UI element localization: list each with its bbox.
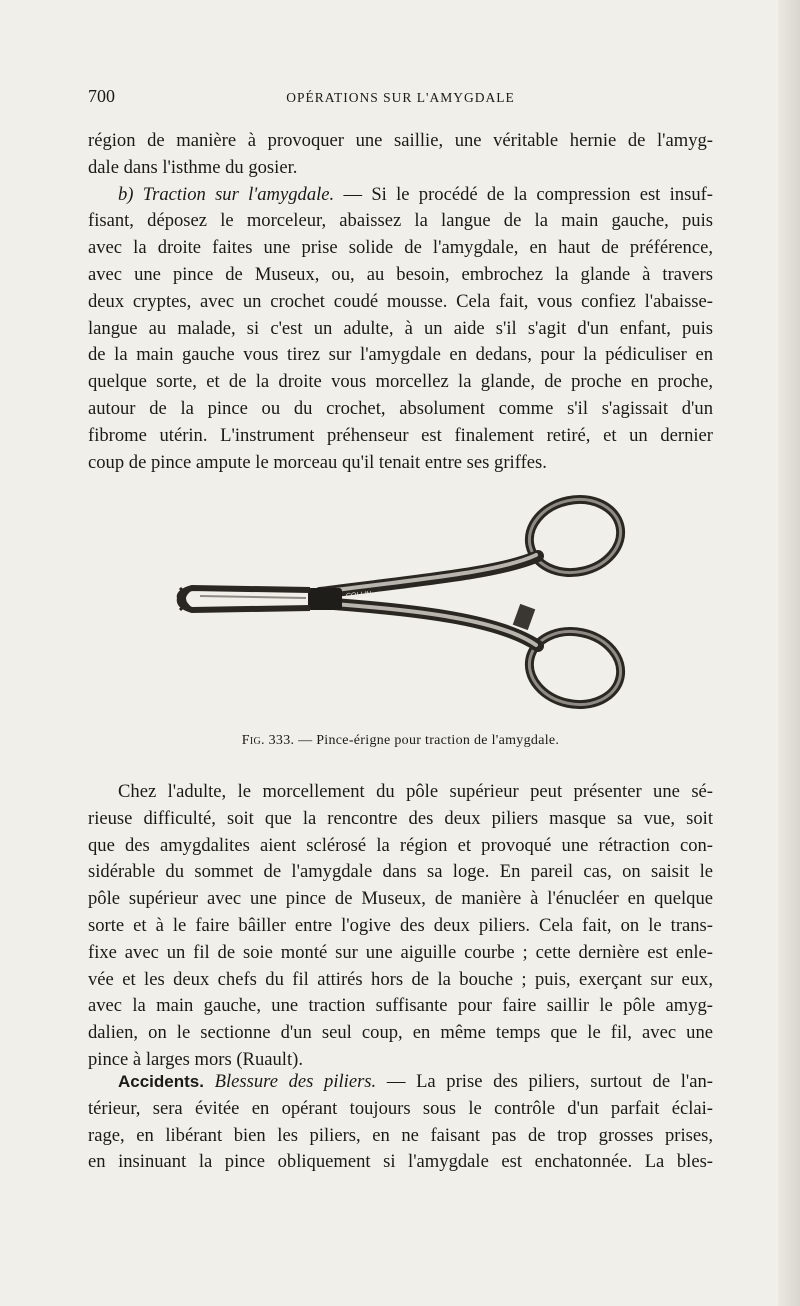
text-run: — Si le procédé de la compression est insuf-	[334, 183, 713, 205]
section-heading-bold: Accidents.	[118, 1072, 204, 1091]
text-line: fixe avec un fil de soie monté sur une aiguille courbe ; cette dernière est enle-	[88, 941, 713, 963]
paragraph-first-line	[88, 1069, 713, 1096]
text-line: coup de pince ampute le morceau qu'il tenait entre ses griffes.	[88, 451, 547, 473]
text-line: pôle supérieur avec une pince de Museux, de manière à l'énucléer en quelque	[88, 888, 713, 910]
text-line: quelque sorte, et de la droite vous morcellez la glande, de proche en proche,	[88, 371, 713, 393]
figure-number: Fig. 333.	[241, 733, 295, 748]
text-line: en insinuant la pince obliquement si l'amygdale est enchatonnée. La bles-	[88, 1151, 713, 1173]
forceps-illustration	[170, 488, 640, 720]
text-block-bottom	[88, 1069, 713, 1176]
text-line: avec la droite faites une prise solide de l'amygdale, en haut de préférence,	[88, 237, 713, 259]
text-line: dale dans l'isthme du gosier.	[88, 156, 298, 178]
text-line: Chez l'adulte, le morcellement du pôle supérieur peut présenter une sé-	[118, 781, 713, 802]
text-line: que des amygdalites aient sclérosé la région et provoqué une rétraction con-	[88, 834, 713, 856]
caption-text: — Pince-érigne pour traction de l'amygdale.	[294, 733, 560, 748]
subheading: Blessure des piliers.	[214, 1071, 377, 1092]
text-line: sorte et à le faire bâiller entre l'ogive des deux piliers. Cela fait, on le trans-	[88, 914, 713, 936]
text-line: autour de la pince ou du crochet, absolument comme s'il s'agissait d'un	[88, 397, 713, 419]
text-line: térieur, sera évitée en opérant toujours sous le contrôle d'un parfait éclai-	[88, 1097, 713, 1119]
text-line: vée et les deux chefs du fil attirés hors de la bouche ; puis, exerçant sur eux,	[88, 968, 713, 990]
text-line: de la main gauche vous tirez sur l'amygdale en dedans, pour la pédiculiser en	[88, 344, 713, 366]
engraved-maker-mark: COLLIN	[345, 590, 372, 600]
text-line: avec la main gauche, une traction suffisante pour faire saillir le pôle amyg-	[88, 995, 713, 1017]
figure-caption	[88, 733, 713, 749]
text-line: langue au malade, si c'est un adulte, à un aide s'il s'agit d'un enfant, puis	[88, 317, 713, 339]
text-run: — La prise des piliers, surtout de l'an-	[376, 1071, 713, 1092]
page-edge-shadow	[778, 0, 800, 1306]
page-number: 700	[88, 86, 115, 106]
section-heading: Traction sur l'amygdale.	[142, 183, 335, 205]
text-line: pince à larges mors (Ruault).	[88, 1048, 303, 1070]
text-line: région de manière à provoquer une saillie, une véritable hernie de l'amyg-	[88, 130, 713, 151]
text-line: deux cryptes, avec un crochet coudé mousse. Cela fait, vous confiez l'abaisse-	[88, 290, 713, 312]
running-title: OPÉRATIONS SUR L'AMYGDALE	[286, 90, 515, 105]
text-block-top	[88, 128, 713, 476]
text-line: sidérable du sommet de l'amygdale dans sa loge. En pareil cas, on saisit le	[88, 861, 713, 883]
text-line: fibrome utérin. L'instrument préhenseur est finalement retiré, et un dernier	[88, 424, 713, 446]
section-label: b)	[118, 183, 143, 205]
page-header	[88, 86, 713, 110]
text-line: avec une pince de Museux, ou, au besoin, embrochez la glande à travers	[88, 263, 713, 285]
text-line: rieuse difficulté, soit que la rencontre des deux piliers masque sa vue, soit	[88, 807, 713, 829]
text-line: fisant, déposez le morceleur, abaissez la langue de la main gauche, puis	[88, 210, 713, 232]
text-line: rage, en libérant bien les piliers, en ne faisant pas de trop grosses prises,	[88, 1124, 713, 1146]
text-line: dalien, on le sectionne d'un seul coup, en même temps que le fil, avec une	[88, 1022, 713, 1044]
paragraph-first-line	[88, 182, 713, 209]
text-block-middle	[88, 779, 713, 1074]
